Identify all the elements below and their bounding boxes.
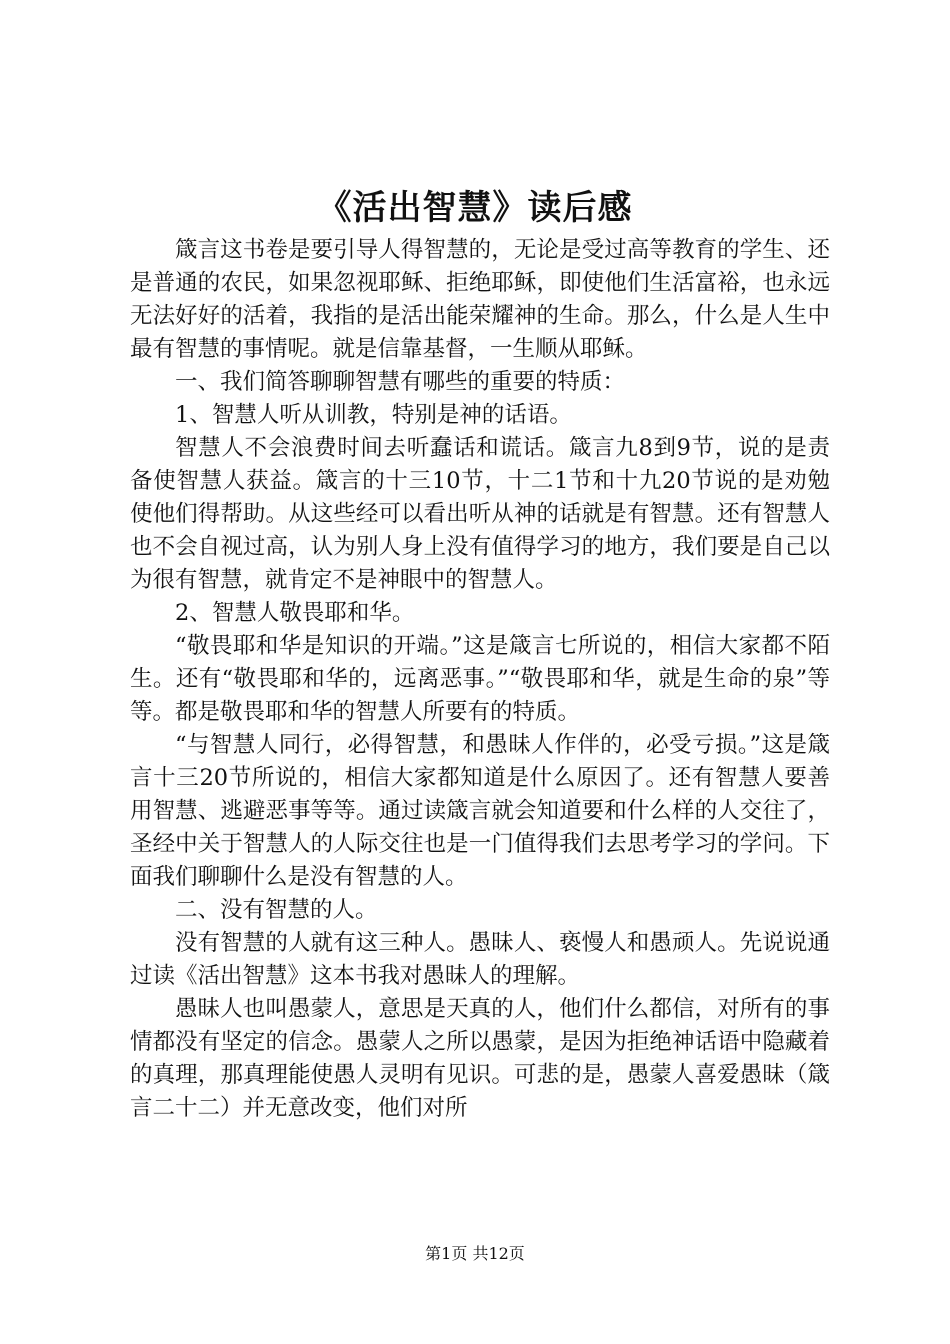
paragraph-intro: 箴言这书卷是要引导人得智慧的，无论是受过高等教育的学生、还是普通的农民，如果忽视耶稣、拒绝耶稣，即使他们生活富裕，也永远无法好好的活着，我指的是活出能荣耀神的生命。那么，什么是人生中最有智慧的事情呢。就是信靠基督，一生顺从耶稣。 [130, 237, 830, 362]
section-heading-2: 二、没有智慧的人。 [175, 897, 378, 923]
paragraph-companions: “与智慧人同行，必得智慧，和愚昧人作伴的，必受亏损。”这是箴言十三20节所说的，相信大家都知道是什么原因了。还有智慧人要善用智慧、逃避恶事等等。通过读箴言就会知道要和什么样的人交往了，圣经中关于智慧人的人际交往也是一门值得我们去思考学习的学问。下面我们聊聊什么是没有智慧的人。 [130, 732, 830, 890]
paragraph-listen: 智慧人不会浪费时间去听蠢话和谎话。箴言九8到9节，说的是责备使智慧人获益。箴言的十三10节，十二1节和十九20节说的是劝勉使他们得帮助。从这些经可以看出听从神的话就是有智慧。还有智慧人也不会自视过高，认为别人身上没有值得学习的地方，我们要是自己以为很有智慧，就肯定不是神眼中的智慧人。 [130, 435, 830, 593]
paragraph-three-kinds: 没有智慧的人就有这三种人。愚昧人、亵慢人和愚顽人。先说说通过读《活出智慧》这本书我对愚昧人的理解。 [130, 930, 830, 989]
section-heading-1: 一、我们简答聊聊智慧有哪些的重要的特质： [175, 369, 626, 395]
paragraph-simple-ones: 愚昧人也叫愚蒙人，意思是天真的人，他们什么都信，对所有的事情都没有坚定的信念。愚蒙人之所以愚蒙，是因为拒绝神话语中隐藏着的真理，那真理能使愚人灵明有见识。可悲的是，愚蒙人喜爱愚昧（箴言二十二）并无意改变，他们对所 [130, 996, 830, 1121]
paragraph-fear: “敬畏耶和华是知识的开端。”这是箴言七所说的，相信大家都不陌生。还有“敬畏耶和华的，远离恶事。”“敬畏耶和华，就是生命的泉”等等。都是敬畏耶和华的智慧人所要有的特质。 [130, 633, 830, 725]
subheading-1: 1、智慧人听从训教，特别是神的话语。 [175, 402, 572, 428]
page-footer: 第1页 共12页 [425, 1244, 525, 1263]
document-body [130, 234, 830, 1125]
subheading-2: 2、智慧人敬畏耶和华。 [175, 600, 415, 626]
document-title: 《活出智慧》读后感 [317, 188, 633, 228]
